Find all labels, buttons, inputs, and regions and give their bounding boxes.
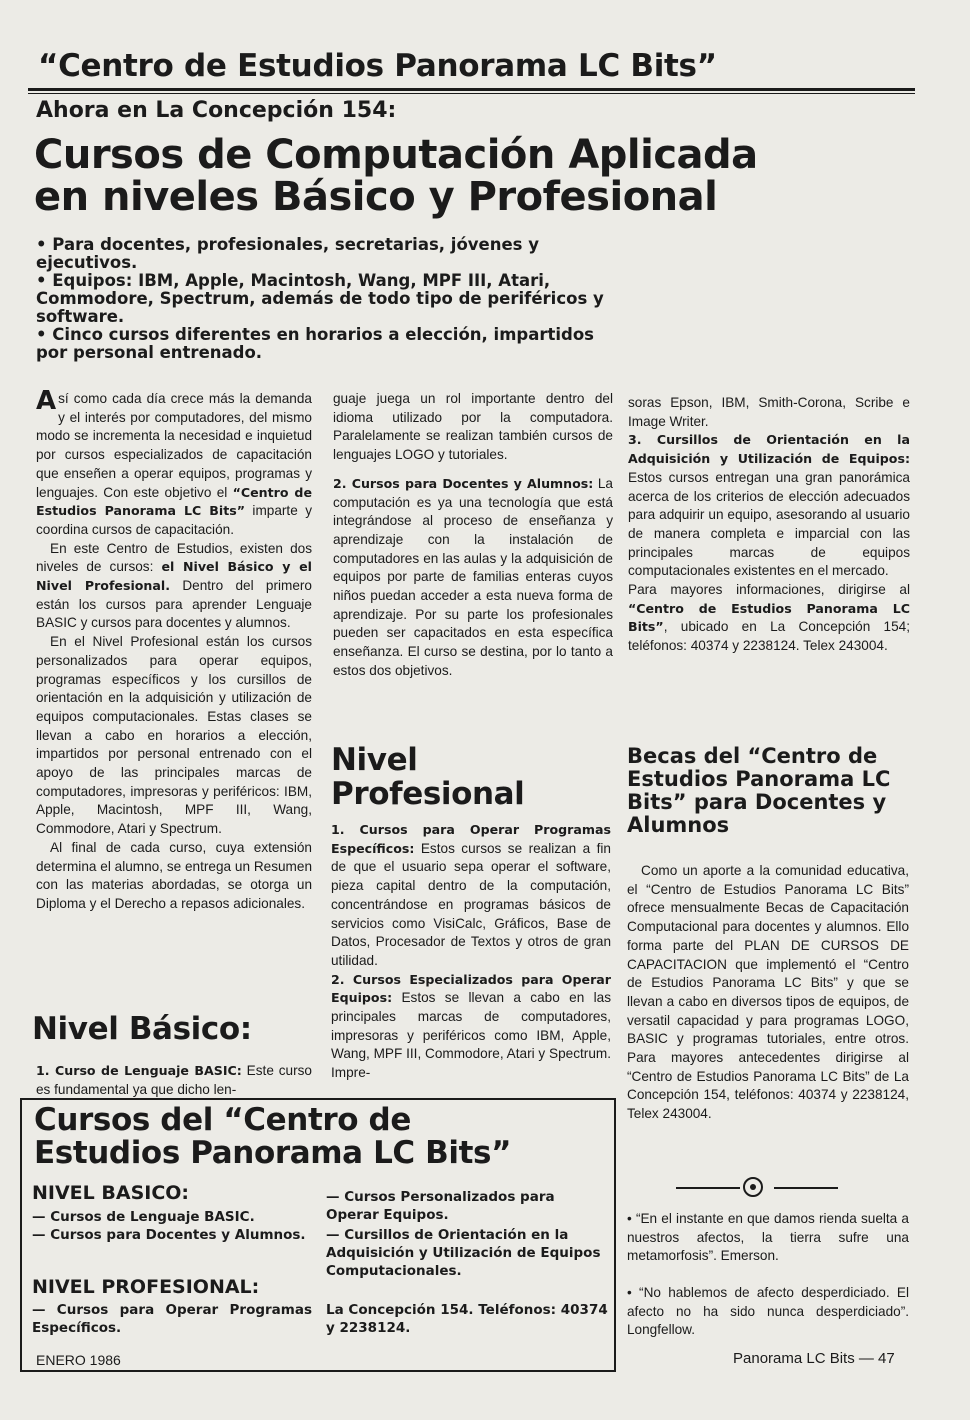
becas-text [627,862,909,1124]
text-run: , ubicado en La Concepción 154; teléfonos: 40374 y 2238124. Telex 243004. [628,619,910,654]
subhead: Ahora en La Concepción 154: [36,98,397,123]
box-list-item: — Cursos para Operar Programas Específicos. [32,1302,312,1336]
article-column-3 [628,394,910,656]
headline [34,134,864,218]
box-address: La Concepción 154. Teléfonos: 40374 y 2238124. [326,1302,608,1336]
becas-title: Becas del “Centro de Estudios Panorama LC Bits” para Docentes y Alumnos [627,744,891,837]
footer-page-number: Panorama LC Bits — 47 [733,1350,895,1367]
box-list-item: — Cursos para Docentes y Alumnos. [32,1227,306,1243]
drop-cap: A [36,386,57,416]
text-run-bold: 1. Curso de Lenguaje BASIC: [36,1063,242,1078]
nivel-profesional-block [331,743,611,1083]
paragraph: guaje juega un rol importante dentro del idioma utilizado por la computadora. Paralelamente se realizan también cursos de lenguajes LOGO y tutoriales. [333,391,613,463]
text-run: Para mayores informaciones, dirigirse al [628,582,910,598]
courses-summary-box [20,1098,616,1372]
box-list-item: — Cursos de Lenguaje BASIC. [32,1209,255,1225]
box-heading-profesional: NIVEL PROFESIONAL: [32,1276,260,1298]
nivel-basico-text [36,1062,312,1099]
box-list-item: — Cursillos de Orientación en la Adquisición y Utilización de Equipos Computacionales. [326,1227,601,1279]
text-run: sí como cada día crece más la demanda y el interés por computadores, del mismo modo se incrementa la necesidad e inquietud por cursos especializados de capacitación que enseñen a operar equipos, programas y lenguajes. Con este objetivo el [36,391,312,500]
box-right-list [326,1188,608,1280]
section-title-line: Profesional [331,776,525,812]
text-run: Este curso es fundamental ya que dicho len- [36,1063,312,1097]
paragraph [628,431,910,581]
section-title-line: Nivel [331,742,418,778]
footer-date: ENERO 1986 [36,1352,121,1368]
divider-line [774,1187,838,1189]
box-basico-list [32,1208,322,1244]
header-rule [28,88,915,91]
box-heading-basico: NIVEL BASICO: [32,1182,190,1204]
box-title [34,1104,594,1170]
quote-emerson: • “En el instante en que damos rienda suelta a nuestros afectos, la tierra sufre una metamorfosis”. Emerson. [627,1211,909,1264]
paragraph: Al final de cada curso, cuya extensión determina el alumno, se entrega un Resumen con las materias abordadas, se otorga un Diploma y el Derecho a repasos adicionales. [36,839,312,911]
text-run-bold: el Nivel Básico y el Nivel Profesional. [36,559,312,594]
quote-longfellow: • “No hablemos de afecto desperdiciado. El afecto no ha sido nunca desperdiciado”. Longfellow. [627,1285,909,1338]
box-title-line: Cursos del “Centro de [34,1102,411,1138]
paragraph: soras Epson, IBM, Smith-Corona, Scribe e Image Writer. [628,395,910,429]
text-run-bold: 1. Cursos para Operar Programas Específicos: [331,822,611,856]
text-run: imparte y coordina cursos de capacitación. [36,503,312,537]
text-run: En este Centro de Estudios, existen dos niveles de cursos: [36,540,312,575]
kicker-title: “Centro de Estudios Panorama LC Bits” [38,48,717,84]
text-run: Estos cursos se realizan a fin de que el usuario sepa operar el software, pieza capital dentro de la computación, concentrándose en programas básicos de servicios como VisiCalc, Gráficos, Base de Datos, Procesador de Textos y otros de gran utilidad. [331,840,611,968]
nivel-profesional-text [331,821,611,1083]
divider-line [676,1187,740,1189]
paragraph [36,540,312,634]
paragraph [331,821,611,971]
header-rule-thin [28,93,915,94]
bullet-item: • Equipos: IBM, Apple, Macintosh, Wang, MPF III, Atari, Commodore, Spectrum, además de todo tipo de periféricos y software. [36,271,604,326]
headline-line-2: en niveles Básico y Profesional [34,174,718,220]
paragraph [333,475,613,681]
box-list-item: — Cursos Personalizados para Operar Equipos. [326,1189,555,1223]
text-run: Estos cursos entregan una gran panorámica acerca de los criterios de elección adecuados para adquirir un equipo, asesorando al usuario de manera completa e imparcial con las principales marcas de equipos computacionales existentes en el mercado. [628,469,910,579]
text-run: Estos se llevan a cabo en las principales marcas de computadores, impresoras y periféricos como IBM, Apple, Wang, MPF III, Commodore, Atari y Spectrum. Impre- [331,990,611,1081]
paragraph: En el Nivel Profesional están los cursos personalizados para operar equipos, programas específicos y los cursillos de orientación en la adquisición y utilización de equipos computacionales. Estas clases se llevan a cabo en horarios a elección, impartidos por personal entrenado con el apoyo de las principales marcas de computadores, impresoras y periféricos: IBM, Apple, Macintosh, MPF III, Wang, Commodore, Atari y Spectrum. [36,634,312,837]
paragraph [331,971,611,1083]
text-run-bold: “Centro de Estudios Panorama LC Bits” [628,600,910,635]
feature-bullets [36,236,606,362]
headline-line-1: Cursos de Computación Aplicada [34,132,758,178]
divider-dot-icon [750,1184,756,1190]
intro-paragraph [36,386,312,540]
article-column-1 [36,386,312,914]
paragraph [628,581,910,656]
text-run: La computación es ya una tecnología que está integrándose al proceso de enseñanza y aprendizaje con la instalación de computadores en las aulas y la adquisición de equipos por parte de familias enteras cuyos niños puedan acceder a esta nueva forma de aprendizaje. Por su parte los profesionales pueden ser capacitados en esta específica enseñanza. El curso se destina, por lo tanto a estos dos objetivos. [333,475,613,678]
text-run: Dentro del primero están los cursos para aprender Lenguaje BASIC y cursos para docentes y alumnos. [36,578,312,631]
section-title-nivel-profesional [331,743,611,811]
text-run-bold: 2. Cursos para Docentes y Alumnos: [333,475,594,491]
paragraph: Como un aporte a la comunidad educativa, el “Centro de Estudios Panorama LC Bits” ofrece mensualmente Becas de Capacitación Computacional para docentes y alumnos. Ello forma parte del PLAN DE CURSOS DE CAPACITACION que implementó el “Centro de Estudios Panorama LC Bits” y que se llevan a cabo en diversos tipos de equipos, de versatil capacidad y para programas LOGO, BASIC y programas tutoriales, entre otros. Para mayores antecedentes dirigirse al “Centro de Estudios Panorama LC Bits” de La Concepción 154, teléfonos: 40374 y 2238124, Telex 243004. [627,863,909,1122]
paragraph [36,1062,312,1099]
text-run-bold: 2. Cursos Especializados para Operar Equipos: [331,971,611,1006]
box-title-line: Estudios Panorama LC Bits” [34,1135,512,1171]
bullet-item: • Cinco cursos diferentes en horarios a elección, impartidos por personal entrenado. [36,325,595,362]
bullet-item: • Para docentes, profesionales, secretarias, jóvenes y ejecutivos. [36,235,539,272]
article-column-2 [333,390,613,681]
text-run-bold: “Centro de Estudios Panorama LC Bits” [36,484,312,519]
text-run-bold: 3. Cursillos de Orientación en la Adquisición y Utilización de Equipos: [628,432,910,467]
section-title-nivel-basico: Nivel Básico: [32,1011,252,1047]
